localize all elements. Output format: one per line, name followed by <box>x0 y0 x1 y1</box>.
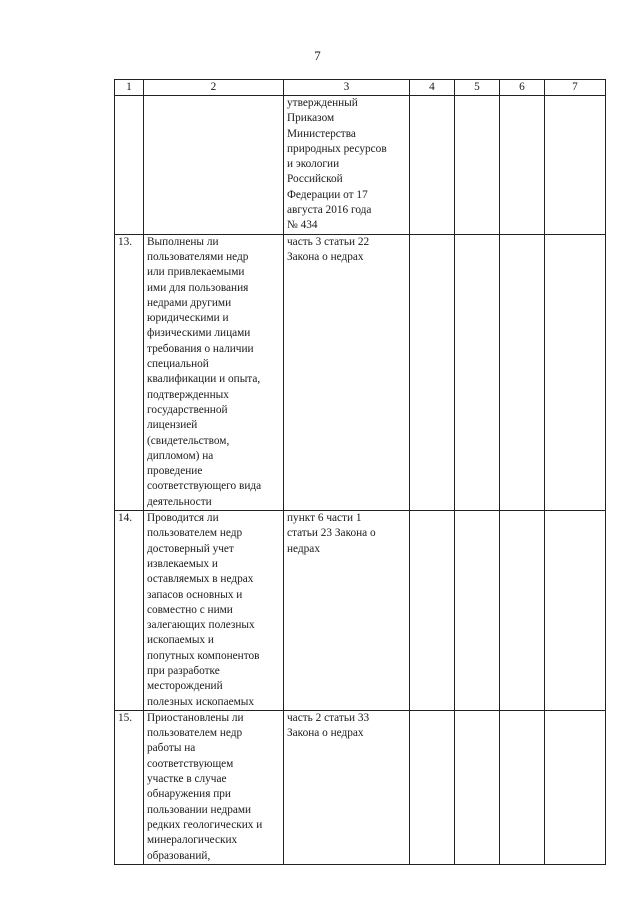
reference-line: часть 2 статьи 33 <box>287 711 370 724</box>
answer-cell-col-6[interactable] <box>500 96 545 235</box>
table-row <box>115 511 606 711</box>
reference-line: Федерации от 17 <box>287 188 368 201</box>
reference-line: часть 3 статьи 22 <box>287 235 370 248</box>
description-line: квалификации и опыта, <box>147 373 261 386</box>
description-line: достоверный учет <box>147 542 234 555</box>
reference-line: августа 2016 года <box>287 204 372 217</box>
legal-reference <box>284 234 410 510</box>
row-number <box>115 96 144 235</box>
description-line: пользователем недр <box>147 527 243 540</box>
reference-line: Закона о недрах <box>287 250 364 263</box>
reference-line: пункт 6 части 1 <box>287 512 362 525</box>
description-line: ископаемых и <box>147 634 214 647</box>
requirement-description <box>144 234 284 510</box>
answer-cell-col-6[interactable] <box>500 511 545 711</box>
row-number: 15. <box>115 710 144 864</box>
description-line: совместно с ними <box>147 603 233 616</box>
column-header-7: 7 <box>545 80 606 96</box>
description-line: пользователями недр <box>147 250 249 263</box>
answer-cell-col-7[interactable] <box>545 710 606 864</box>
description-line: (свидетельством, <box>147 434 230 447</box>
description-line: юридическими и <box>147 312 229 325</box>
description-line: оставляемых в недрах <box>147 573 254 586</box>
description-line: государственной <box>147 403 228 416</box>
description-line: требования о наличии <box>147 342 254 355</box>
column-header-4: 4 <box>410 80 455 96</box>
reference-line: недрах <box>287 542 320 555</box>
requirement-description <box>144 710 284 864</box>
description-line: или привлекаемыми <box>147 266 245 279</box>
reference-line: № 434 <box>287 219 318 232</box>
description-line: обнаружения при <box>147 788 231 801</box>
table-body <box>115 96 606 865</box>
description-line: пользовании недрами <box>147 803 252 816</box>
description-line: соответствующем <box>147 757 234 770</box>
description-line: ими для пользования <box>147 281 249 294</box>
description-line: Выполнены ли <box>147 235 219 248</box>
answer-cell-col-4[interactable] <box>410 710 455 864</box>
reference-line: Российской <box>287 173 343 186</box>
reference-line: природных ресурсов <box>287 142 387 155</box>
description-line: залегающих полезных <box>147 619 255 632</box>
description-line: дипломом) на <box>147 449 214 462</box>
requirement-description <box>144 96 284 235</box>
description-line: образований, <box>147 849 211 862</box>
description-line: попутных компонентов <box>147 649 260 662</box>
table-row <box>115 96 606 235</box>
answer-cell-col-5[interactable] <box>455 234 500 510</box>
description-line: извлекаемых и <box>147 557 218 570</box>
answer-cell-col-7[interactable] <box>545 511 606 711</box>
column-header-6: 6 <box>500 80 545 96</box>
description-line: деятельности <box>147 495 212 508</box>
description-line: Приостановлены ли <box>147 711 244 724</box>
answer-cell-col-4[interactable] <box>410 511 455 711</box>
description-line: специальной <box>147 358 209 371</box>
legal-reference <box>284 710 410 864</box>
answer-cell-col-6[interactable] <box>500 234 545 510</box>
row-number: 14. <box>115 511 144 711</box>
row-number: 13. <box>115 234 144 510</box>
answer-cell-col-7[interactable] <box>545 96 606 235</box>
page-number: 7 <box>314 48 321 63</box>
reference-line: и экологии <box>287 158 340 171</box>
requirement-description <box>144 511 284 711</box>
description-line: лицензией <box>147 419 198 432</box>
description-line: проведение <box>147 465 203 478</box>
description-line: Проводится ли <box>147 512 219 525</box>
column-header-3: 3 <box>284 80 410 96</box>
column-header-2: 2 <box>144 80 284 96</box>
description-line: подтвержденных <box>147 388 229 401</box>
column-header-1: 1 <box>115 80 144 96</box>
checklist-table <box>114 79 606 865</box>
reference-line: Министерства <box>287 127 356 140</box>
answer-cell-col-4[interactable] <box>410 96 455 235</box>
table-row <box>115 234 606 510</box>
description-line: недрами другими <box>147 296 232 309</box>
answer-cell-col-5[interactable] <box>455 511 500 711</box>
reference-line: Закона о недрах <box>287 727 364 740</box>
column-header-5: 5 <box>455 80 500 96</box>
header-row <box>115 80 606 96</box>
legal-reference <box>284 96 410 235</box>
description-line: работы на <box>147 742 196 755</box>
reference-line: статьи 23 Закона о <box>287 527 376 540</box>
answer-cell-col-6[interactable] <box>500 710 545 864</box>
description-line: пользователем недр <box>147 727 243 740</box>
answer-cell-col-7[interactable] <box>545 234 606 510</box>
description-line: минералогических <box>147 834 238 847</box>
description-line: запасов основных и <box>147 588 243 601</box>
description-line: соответствующего вида <box>147 480 262 493</box>
description-line: участке в случае <box>147 773 227 786</box>
reference-line: утвержденный <box>287 97 358 109</box>
table-row <box>115 710 606 864</box>
description-line: полезных ископаемых <box>147 695 254 708</box>
legal-reference <box>284 511 410 711</box>
description-line: при разработке <box>147 664 220 677</box>
answer-cell-col-5[interactable] <box>455 96 500 235</box>
description-line: физическими лицами <box>147 327 251 340</box>
reference-line: Приказом <box>287 112 335 125</box>
answer-cell-col-4[interactable] <box>410 234 455 510</box>
description-line: редких геологических и <box>147 818 263 831</box>
answer-cell-col-5[interactable] <box>455 710 500 864</box>
description-line: месторождений <box>147 680 223 693</box>
